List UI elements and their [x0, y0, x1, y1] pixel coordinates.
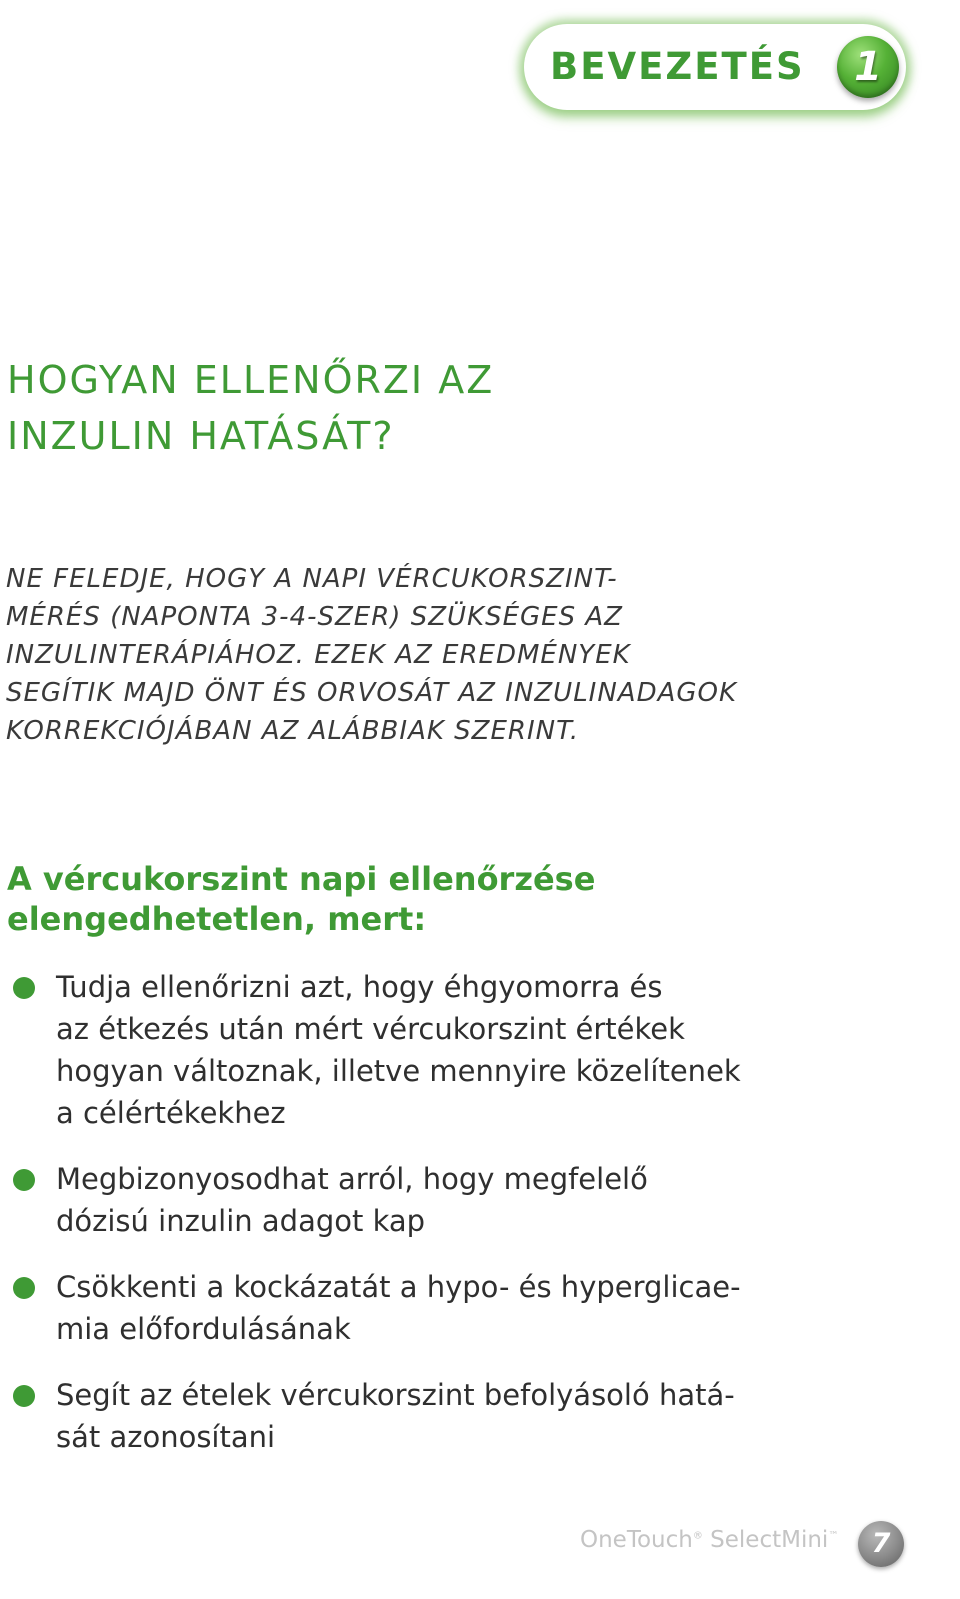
page-heading-line: HOGYAN ELLENŐRZI AZ — [7, 358, 495, 402]
intro-line: SEGÍTIK MAJD ÖNT ÉS ORVOSÁT AZ INZULINADAGOK — [6, 678, 738, 708]
subheading-line: A vércukorszint napi ellenőrzése — [7, 860, 596, 898]
section-number-badge: 1 — [837, 36, 899, 98]
bullet-item — [0, 1266, 741, 1350]
bullet-line: mia előfordulásának — [56, 1312, 351, 1346]
bullet-line: a célértékekhez — [56, 1096, 286, 1130]
page-heading — [7, 352, 494, 464]
footer-brand-name: OneTouch — [580, 1527, 693, 1553]
bullet-line: sát azonosítani — [56, 1420, 276, 1454]
bullet-item — [0, 1374, 741, 1458]
bullet-dot-icon — [13, 1385, 35, 1407]
bullet-line: hogyan változnak, illetve mennyire közelítenek — [56, 1054, 741, 1088]
intro-line: NE FELEDJE, HOGY A NAPI VÉRCUKORSZINT- — [6, 564, 618, 594]
footer-product-name: SelectMini — [702, 1527, 829, 1553]
bullet-line: Csökkenti a kockázatát a hypo- és hyperglicae- — [56, 1270, 741, 1304]
bullet-dot-icon — [13, 977, 35, 999]
page-heading-line: INZULIN HATÁSÁT? — [7, 414, 395, 458]
section-title: BEVEZETÉS — [550, 45, 805, 88]
trademark-mark: ™ — [828, 1530, 839, 1542]
bullet-dot-icon — [13, 1277, 35, 1299]
bullet-item — [0, 966, 741, 1134]
bullet-line: az étkezés után mért vércukorszint értékek — [56, 1012, 685, 1046]
bullet-line: Megbizonyosodhat arról, hogy megfelelő — [56, 1162, 648, 1196]
page-number-badge: 7 — [858, 1521, 904, 1567]
bullet-item — [0, 1158, 741, 1242]
subheading — [7, 859, 595, 939]
bullet-line: Segít az ételek vércukorszint befolyásoló hatá- — [56, 1378, 735, 1412]
intro-line: INZULINTERÁPIÁHOZ. EZEK AZ EREDMÉNYEK — [6, 640, 631, 670]
footer-brand — [580, 1527, 838, 1553]
bullet-list — [0, 966, 741, 1482]
subheading-line: elengedhetetlen, mert: — [7, 900, 427, 938]
intro-paragraph — [6, 560, 737, 750]
registered-mark: ® — [692, 1530, 703, 1542]
bullet-line: Tudja ellenőrizni azt, hogy éhgyomorra és — [56, 970, 663, 1004]
bullet-line: dózisú inzulin adagot kap — [56, 1204, 426, 1238]
section-tab — [524, 24, 906, 110]
bullet-dot-icon — [13, 1169, 35, 1191]
intro-line: MÉRÉS (NAPONTA 3-4-SZER) SZÜKSÉGES AZ — [6, 602, 623, 632]
intro-line: KORREKCIÓJÁBAN AZ ALÁBBIAK SZERINT. — [6, 716, 580, 746]
